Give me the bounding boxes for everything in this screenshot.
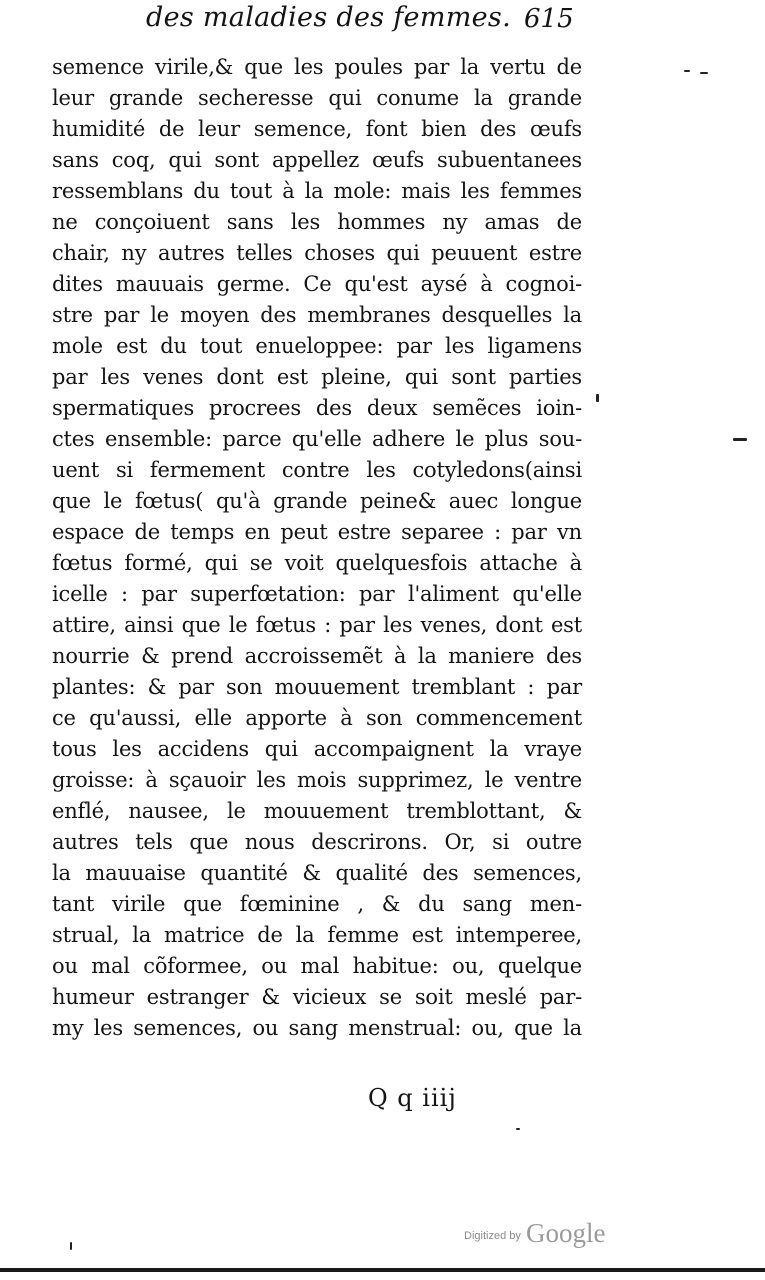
text-line: fœtus formé, qui se voit quelquesfois attache à bbox=[52, 551, 582, 575]
running-head-title: des maladies des femmes. bbox=[146, 2, 511, 33]
text-line: enflé, nausee, le mouuement tremblottant, & bbox=[52, 799, 582, 823]
running-head bbox=[146, 2, 586, 46]
digitized-watermark bbox=[464, 1218, 624, 1254]
text-line: par les venes dont est pleine, qui sont parties bbox=[52, 365, 582, 389]
page-bottom-edge bbox=[0, 1268, 765, 1272]
signature-mark: Q q iiij bbox=[368, 1084, 457, 1112]
text-line: my les semences, ou sang menstrual: ou, que la bbox=[52, 1016, 582, 1040]
text-line: espace de temps en peut estre separee : par vn bbox=[52, 520, 582, 544]
scan-speck bbox=[733, 438, 747, 441]
text-line: ne conçoiuent sans les hommes ny amas de bbox=[52, 210, 582, 234]
text-line: semence virile,& que les poules par la vertu de bbox=[52, 55, 582, 79]
text-line: tous les accidens qui accompaignent la vraye bbox=[52, 737, 582, 761]
text-line: ctes ensemble: parce qu'elle adhere le plus sou- bbox=[52, 427, 582, 451]
google-logo: Google bbox=[526, 1218, 606, 1248]
scan-speck bbox=[700, 72, 708, 74]
text-line: stre par le moyen des membranes desquelles la bbox=[52, 303, 582, 327]
text-line: dites mauuais germe. Ce qu'est aysé à cognoi- bbox=[52, 272, 582, 296]
page-number: 615 bbox=[524, 4, 574, 34]
text-line: strual, la matrice de la femme est intemperee, bbox=[52, 923, 582, 947]
text-line: spermatiques procrees des deux semẽces ioin- bbox=[52, 396, 582, 420]
text-line: ou mal cõformee, ou mal habitue: ou, quelque bbox=[52, 954, 582, 978]
text-line: humidité de leur semence, font bien des œufs bbox=[52, 117, 582, 141]
text-line: attire, ainsi que le fœtus : par les venes, dont est bbox=[52, 613, 582, 637]
scan-speck bbox=[70, 1242, 72, 1250]
text-line: tant virile que fœminine , & du sang men- bbox=[52, 892, 582, 916]
text-line: uent si fermement contre les cotyledons(ainsi bbox=[52, 458, 582, 482]
scan-speck bbox=[516, 1128, 520, 1130]
scan-speck bbox=[596, 394, 599, 402]
body-text bbox=[52, 52, 582, 1044]
text-line: ressemblans du tout à la mole: mais les femmes bbox=[52, 179, 582, 203]
text-line: humeur estranger & vicieux se soit meslé par- bbox=[52, 985, 582, 1009]
text-line: ce qu'aussi, elle apporte à son commencement bbox=[52, 706, 582, 730]
text-line: leur grande secheresse qui conume la grande bbox=[52, 86, 582, 110]
digitized-by-label: Digitized by bbox=[464, 1230, 521, 1242]
text-line: autres tels que nous descrirons. Or, si outre bbox=[52, 830, 582, 854]
text-line: la mauuaise quantité & qualité des semences, bbox=[52, 861, 582, 885]
text-line: nourrie & prend accroissemẽt à la maniere des bbox=[52, 644, 582, 668]
text-line: que le fœtus( qu'à grande peine& auec longue bbox=[52, 489, 582, 513]
text-line: sans coq, qui sont appellez œufs subuentanees bbox=[52, 148, 582, 172]
text-line: mole est du tout enueloppee: par les ligamens bbox=[52, 334, 582, 358]
text-line: groisse: à sçauoir les mois supprimez, le ventre bbox=[52, 768, 582, 792]
text-line: chair, ny autres telles choses qui peuuent estre bbox=[52, 241, 582, 265]
text-line: plantes: & par son mouuement tremblant : par bbox=[52, 675, 582, 699]
scan-speck bbox=[684, 70, 690, 72]
text-line: icelle : par superfœtation: par l'aliment qu'elle bbox=[52, 582, 582, 606]
